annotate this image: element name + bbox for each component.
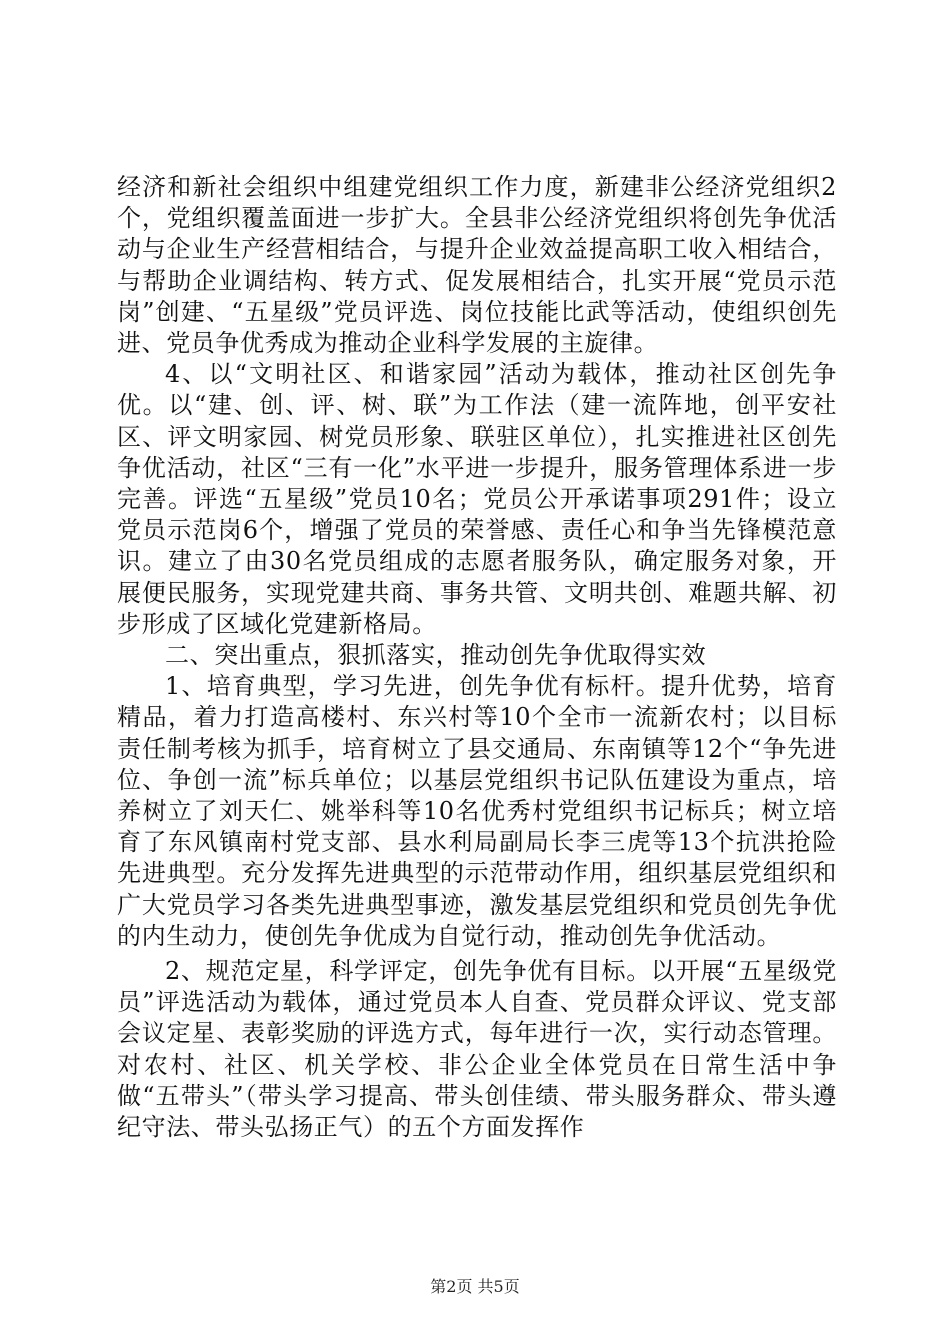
paragraph-continued: 经济和新社会组织中组建党组织工作力度，新建非公经济党组织2个，党组织覆盖面进一步扩大。全县非公经济党组织将创先争优活动与企业生产经营相结合，与提升企业效益提高职工收入相结合，与帮助企业调结构、转方式、促发展相结合，扎实开展“党员示范岗”创建、“五星级”党员评选、岗位技能比武等活动，使组织创先进、党员争优秀成为推动企业科学发展的主旋律。 bbox=[117, 173, 837, 358]
document-body bbox=[117, 172, 837, 1143]
page-footer: 第2页 共5页 bbox=[430, 1277, 520, 1296]
paragraph-item-2: 2、规范定星，科学评定，创先争优有目标。以开展“五星级党员”评选活动为载体，通过党员本人自查、党员群众评议、党支部会议定星、表彰奖励的评选方式，每年进行一次，实行动态管理。对农村、社区、机关学校、非公企业全体党员在日常生活中争做“五带头”（带头学习提高、带头创佳绩、带头服务群众、带头遵纪守法、带头弘扬正气）的五个方面发挥作 bbox=[117, 957, 837, 1142]
section-heading-2: 二、突出重点，狠抓落实，推动创先争优取得实效 bbox=[165, 641, 707, 670]
paragraph-item-4: 4、以“文明社区、和谐家园”活动为载体，推动社区创先争优。以“建、创、评、树、联”为工作法（建一流阵地，创平安社区、评文明家园、树党员形象、联驻区单位），扎实推进社区创先争优活动，社区“三有一化”水平进一步提升，服务管理体系进一步完善。评选“五星级”党员10名；党员公开承诺事项291件；设立党员示范岗6个，增强了党员的荣誉感、责任心和争当先锋模范意识。建立了由30名党员组成的志愿者服务队，确定服务对象，开展便民服务，实现党建共商、事务共管、文明共创、难题共解、初步形成了区域化党建新格局。 bbox=[117, 360, 837, 638]
paragraph-item-1: 1、培育典型，学习先进，创先争优有标杆。提升优势，培育精品，着力打造高楼村、东兴村等10个全市一流新农村；以目标责任制考核为抓手，培育树立了县交通局、东南镇等12个“争先进位、争创一流”标兵单位；以基层党组织书记队伍建设为重点，培养树立了刘天仁、姚举科等10名优秀村党组织书记标兵；树立培育了东风镇南村党支部、县水利局副局长李三虎等13个抗洪抢险先进典型。充分发挥先进典型的示范带动作用，组织基层党组织和广大党员学习各类先进典型事迹，激发基层党组织和党员创先争优的内生动力，使创先争优成为自觉行动，推动创先争优活动。 bbox=[117, 672, 837, 950]
